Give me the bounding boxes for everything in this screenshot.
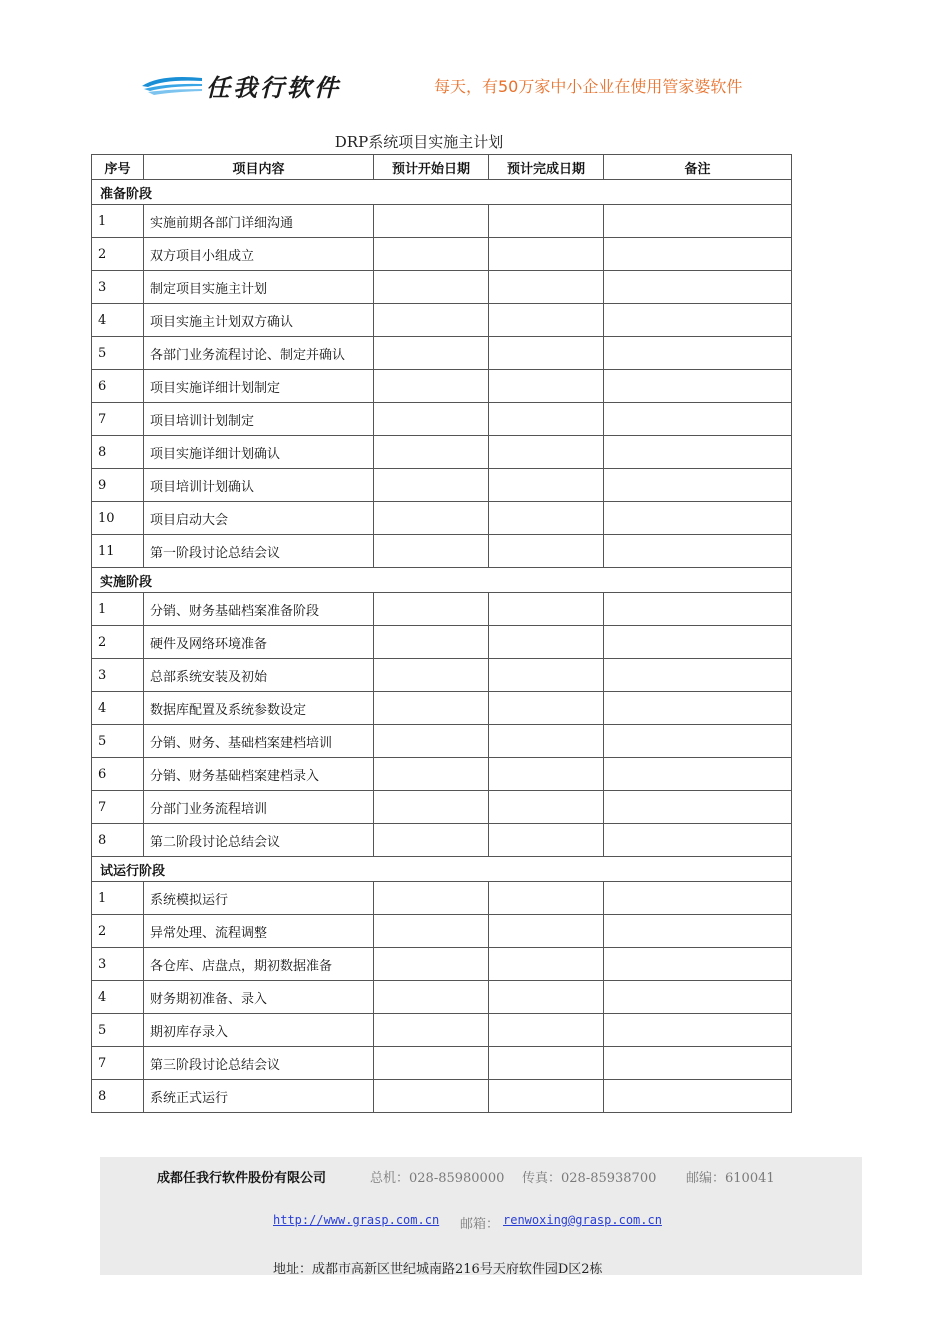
- table-row: [92, 692, 792, 725]
- row-remarks: [604, 725, 792, 758]
- row-remarks: [604, 370, 792, 403]
- row-item: 分部门业务流程培训: [144, 791, 374, 824]
- row-number: 9: [92, 469, 144, 502]
- row-item: 分销、财务基础档案准备阶段: [144, 593, 374, 626]
- row-remarks: [604, 1014, 792, 1047]
- row-end-date: [489, 948, 604, 981]
- section-title: 试运行阶段: [92, 857, 792, 882]
- row-item: 数据库配置及系统参数设定: [144, 692, 374, 725]
- row-number: 1: [92, 593, 144, 626]
- row-end-date: [489, 626, 604, 659]
- row-start-date: [374, 271, 489, 304]
- footer-email-label: 邮箱：: [460, 1217, 500, 1232]
- row-number: 10: [92, 502, 144, 535]
- row-remarks: [604, 469, 792, 502]
- row-item: 第三阶段讨论总结会议: [144, 1047, 374, 1080]
- row-end-date: [489, 824, 604, 857]
- row-start-date: [374, 205, 489, 238]
- table-row: [92, 593, 792, 626]
- row-item: 硬件及网络环境准备: [144, 626, 374, 659]
- table-row: [92, 725, 792, 758]
- row-start-date: [374, 469, 489, 502]
- row-number: 1: [92, 882, 144, 915]
- row-number: 5: [92, 337, 144, 370]
- row-start-date: [374, 238, 489, 271]
- row-end-date: [489, 205, 604, 238]
- table-row: [92, 659, 792, 692]
- table-row: [92, 758, 792, 791]
- row-start-date: [374, 659, 489, 692]
- footer-address: 地址：成都市高新区世纪城南路216号天府软件园D区2栋: [273, 1262, 603, 1277]
- row-remarks: [604, 882, 792, 915]
- table-row: [92, 238, 792, 271]
- table-row: [92, 535, 792, 568]
- row-number: 6: [92, 370, 144, 403]
- row-number: 1: [92, 205, 144, 238]
- row-number: 5: [92, 1014, 144, 1047]
- row-remarks: [604, 626, 792, 659]
- row-end-date: [489, 304, 604, 337]
- row-remarks: [604, 915, 792, 948]
- row-start-date: [374, 915, 489, 948]
- row-number: 3: [92, 948, 144, 981]
- row-item: 项目启动大会: [144, 502, 374, 535]
- row-start-date: [374, 502, 489, 535]
- section-title: 实施阶段: [92, 568, 792, 593]
- table-row: [92, 948, 792, 981]
- logo-text: 任我行软件: [206, 74, 341, 102]
- row-start-date: [374, 436, 489, 469]
- row-number: 4: [92, 304, 144, 337]
- row-start-date: [374, 824, 489, 857]
- table-row: [92, 205, 792, 238]
- column-header-start-date: 预计开始日期: [374, 155, 489, 180]
- row-number: 7: [92, 403, 144, 436]
- row-item: 各部门业务流程讨论、制定并确认: [144, 337, 374, 370]
- section-row: [92, 180, 792, 205]
- row-item: 总部系统安装及初始: [144, 659, 374, 692]
- row-number: 4: [92, 981, 144, 1014]
- column-header-remarks: 备注: [604, 155, 792, 180]
- row-remarks: [604, 535, 792, 568]
- row-remarks: [604, 304, 792, 337]
- table-row: [92, 403, 792, 436]
- row-start-date: [374, 725, 489, 758]
- footer-company: 成都任我行软件股份有限公司: [157, 1171, 327, 1186]
- table-body: [92, 180, 792, 1113]
- page-footer: [100, 1157, 862, 1275]
- row-item: 制定项目实施主计划: [144, 271, 374, 304]
- row-item: 各仓库、店盘点，期初数据准备: [144, 948, 374, 981]
- row-remarks: [604, 981, 792, 1014]
- row-remarks: [604, 337, 792, 370]
- row-number: 11: [92, 535, 144, 568]
- row-end-date: [489, 593, 604, 626]
- row-start-date: [374, 1047, 489, 1080]
- row-end-date: [489, 535, 604, 568]
- row-start-date: [374, 981, 489, 1014]
- row-start-date: [374, 535, 489, 568]
- table-row: [92, 502, 792, 535]
- row-item: 系统正式运行: [144, 1080, 374, 1113]
- row-item: 双方项目小组成立: [144, 238, 374, 271]
- footer-fax: 传真：028-85938700: [522, 1171, 657, 1186]
- column-header-end-date: 预计完成日期: [489, 155, 604, 180]
- table-row: [92, 337, 792, 370]
- row-end-date: [489, 1047, 604, 1080]
- row-number: 5: [92, 725, 144, 758]
- footer-website-link[interactable]: http://www.grasp.com.cn: [273, 1213, 440, 1227]
- document-title: DRP系统项目实施主计划: [334, 133, 504, 151]
- row-item: 系统模拟运行: [144, 882, 374, 915]
- row-item: 实施前期各部门详细沟通: [144, 205, 374, 238]
- row-number: 2: [92, 238, 144, 271]
- row-end-date: [489, 791, 604, 824]
- row-end-date: [489, 238, 604, 271]
- row-item: 期初库存录入: [144, 1014, 374, 1047]
- row-start-date: [374, 1080, 489, 1113]
- row-item: 分销、财务基础档案建档录入: [144, 758, 374, 791]
- header-slogan: 每天，有50万家中小企业在使用管家婆软件: [434, 77, 743, 96]
- row-end-date: [489, 882, 604, 915]
- table-row: [92, 1014, 792, 1047]
- row-start-date: [374, 948, 489, 981]
- row-remarks: [604, 205, 792, 238]
- row-remarks: [604, 403, 792, 436]
- row-end-date: [489, 1014, 604, 1047]
- row-remarks: [604, 758, 792, 791]
- row-remarks: [604, 271, 792, 304]
- row-number: 7: [92, 1047, 144, 1080]
- row-number: 4: [92, 692, 144, 725]
- table-row: [92, 436, 792, 469]
- table-row: [92, 1080, 792, 1113]
- implementation-plan-table: [91, 154, 792, 1113]
- table-row: [92, 915, 792, 948]
- section-title: 准备阶段: [92, 180, 792, 205]
- row-item: 第一阶段讨论总结会议: [144, 535, 374, 568]
- row-end-date: [489, 692, 604, 725]
- row-number: 2: [92, 626, 144, 659]
- row-start-date: [374, 882, 489, 915]
- row-end-date: [489, 502, 604, 535]
- row-end-date: [489, 981, 604, 1014]
- row-item: 项目实施主计划双方确认: [144, 304, 374, 337]
- row-number: 3: [92, 659, 144, 692]
- row-start-date: [374, 403, 489, 436]
- row-item: 财务期初准备、录入: [144, 981, 374, 1014]
- row-start-date: [374, 626, 489, 659]
- table-row: [92, 981, 792, 1014]
- row-item: 项目实施详细计划制定: [144, 370, 374, 403]
- row-end-date: [489, 659, 604, 692]
- table-row: [92, 626, 792, 659]
- row-remarks: [604, 824, 792, 857]
- row-end-date: [489, 370, 604, 403]
- section-row: [92, 857, 792, 882]
- row-item: 第二阶段讨论总结会议: [144, 824, 374, 857]
- row-end-date: [489, 725, 604, 758]
- footer-postcode: 邮编：610041: [686, 1171, 775, 1186]
- row-end-date: [489, 436, 604, 469]
- row-remarks: [604, 948, 792, 981]
- table-row: [92, 1047, 792, 1080]
- table-row: [92, 882, 792, 915]
- row-remarks: [604, 238, 792, 271]
- row-item: 项目实施详细计划确认: [144, 436, 374, 469]
- table-row: [92, 304, 792, 337]
- row-remarks: [604, 692, 792, 725]
- footer-email-link[interactable]: renwoxing@grasp.com.cn: [503, 1213, 662, 1227]
- row-number: 8: [92, 436, 144, 469]
- table-row: [92, 791, 792, 824]
- row-number: 8: [92, 824, 144, 857]
- row-number: 8: [92, 1080, 144, 1113]
- row-item: 项目培训计划确认: [144, 469, 374, 502]
- row-item: 异常处理、流程调整: [144, 915, 374, 948]
- column-header-no: 序号: [92, 155, 144, 180]
- row-remarks: [604, 1080, 792, 1113]
- row-number: 3: [92, 271, 144, 304]
- row-remarks: [604, 593, 792, 626]
- row-end-date: [489, 915, 604, 948]
- row-start-date: [374, 370, 489, 403]
- row-end-date: [489, 469, 604, 502]
- footer-phone: 总机：028-85980000: [370, 1171, 505, 1186]
- row-remarks: [604, 436, 792, 469]
- row-remarks: [604, 659, 792, 692]
- row-end-date: [489, 758, 604, 791]
- row-start-date: [374, 304, 489, 337]
- table-row: [92, 469, 792, 502]
- row-start-date: [374, 593, 489, 626]
- row-remarks: [604, 1047, 792, 1080]
- page-header: [140, 62, 800, 110]
- row-end-date: [489, 403, 604, 436]
- column-header-item: 项目内容: [144, 155, 374, 180]
- row-start-date: [374, 758, 489, 791]
- table-row: [92, 271, 792, 304]
- row-end-date: [489, 1080, 604, 1113]
- row-item: 项目培训计划制定: [144, 403, 374, 436]
- row-item: 分销、财务、基础档案建档培训: [144, 725, 374, 758]
- row-start-date: [374, 1014, 489, 1047]
- row-number: 7: [92, 791, 144, 824]
- section-row: [92, 568, 792, 593]
- row-number: 6: [92, 758, 144, 791]
- table-row: [92, 824, 792, 857]
- row-start-date: [374, 692, 489, 725]
- row-remarks: [604, 502, 792, 535]
- row-end-date: [489, 337, 604, 370]
- row-start-date: [374, 791, 489, 824]
- row-remarks: [604, 791, 792, 824]
- logo-swoosh-icon: [140, 70, 204, 100]
- row-number: 2: [92, 915, 144, 948]
- row-start-date: [374, 337, 489, 370]
- table-row: [92, 370, 792, 403]
- table-header-row: [92, 155, 792, 180]
- row-end-date: [489, 271, 604, 304]
